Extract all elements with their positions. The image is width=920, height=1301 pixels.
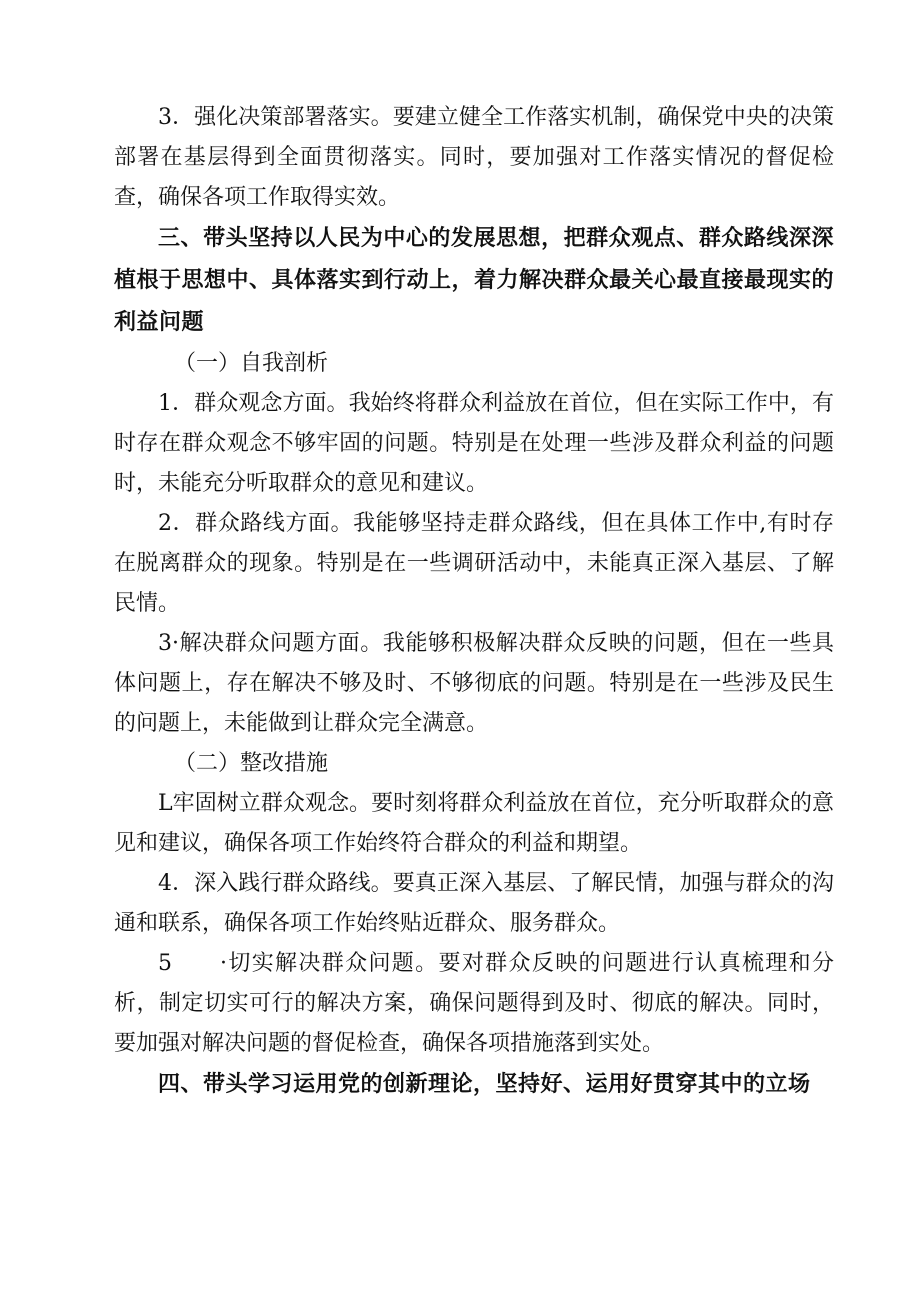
paragraph-item-3-solving-problems: 3·解决群众问题方面。我能够积极解决群众反映的问题，但在一些具体问题上，存在解决不够及时、不够彻底的问题。特别是在一些涉及民生的问题上，未能做到让群众完全满意。 <box>114 631 834 736</box>
paragraph-item-4-practice-mass-line: 4．深入践行群众路线。要真正深入基层、了解民情，加强与群众的沟通和联系，确保各项工作始终贴近群众、服务群众。 <box>114 871 834 936</box>
section-heading-4: 四、带头学习运用党的创新理论，坚持好、运用好贯穿其中的立场 <box>158 1072 811 1097</box>
subheading-rectification-measures: （二）整改措施 <box>174 751 329 776</box>
paragraph-item-3-decision-implementation: 3．强化决策部署落实。要建立健全工作落实机制，确保党中央的决策部署在基层得到全面贯彻落实。同时，要加强对工作落实情况的督促检查，确保各项工作取得实效。 <box>114 105 834 210</box>
paragraph-item-5-solve-problems: 5 ·切实解决群众问题。要对群众反映的问题进行认真梳理和分析，制定切实可行的解决方案，确保问题得到及时、彻底的解决。同时，要加强对解决问题的督促检查，确保各项措施落到实处。 <box>114 951 834 1056</box>
paragraph-item-2-mass-line: 2．群众路线方面。我能够坚持走群众路线，但在具体工作中,有时存在脱离群众的现象。特别是在一些调研活动中，未能真正深入基层、了解民情。 <box>114 511 834 616</box>
document-body <box>114 98 834 1106</box>
section-heading-3: 三、带头坚持以人民为中心的发展思想，把群众观点、群众路线深深植根于思想中、具体落实到行动上，着力解决群众最关心最直接最现实的利益问题 <box>114 226 835 335</box>
subheading-self-analysis: （一）自我剖析 <box>174 351 329 376</box>
paragraph-item-l-firm-concept: L牢固树立群众观念。要时刻将群众利益放在首位，充分听取群众的意见和建议，确保各项工作始终符合群众的利益和期望。 <box>114 791 834 856</box>
paragraph-item-1-mass-concept: 1．群众观念方面。我始终将群众利益放在首位，但在实际工作中，有时存在群众观念不够牢固的问题。特别是在处理一些涉及群众利益的问题时，未能充分听取群众的意见和建议。 <box>114 391 834 496</box>
